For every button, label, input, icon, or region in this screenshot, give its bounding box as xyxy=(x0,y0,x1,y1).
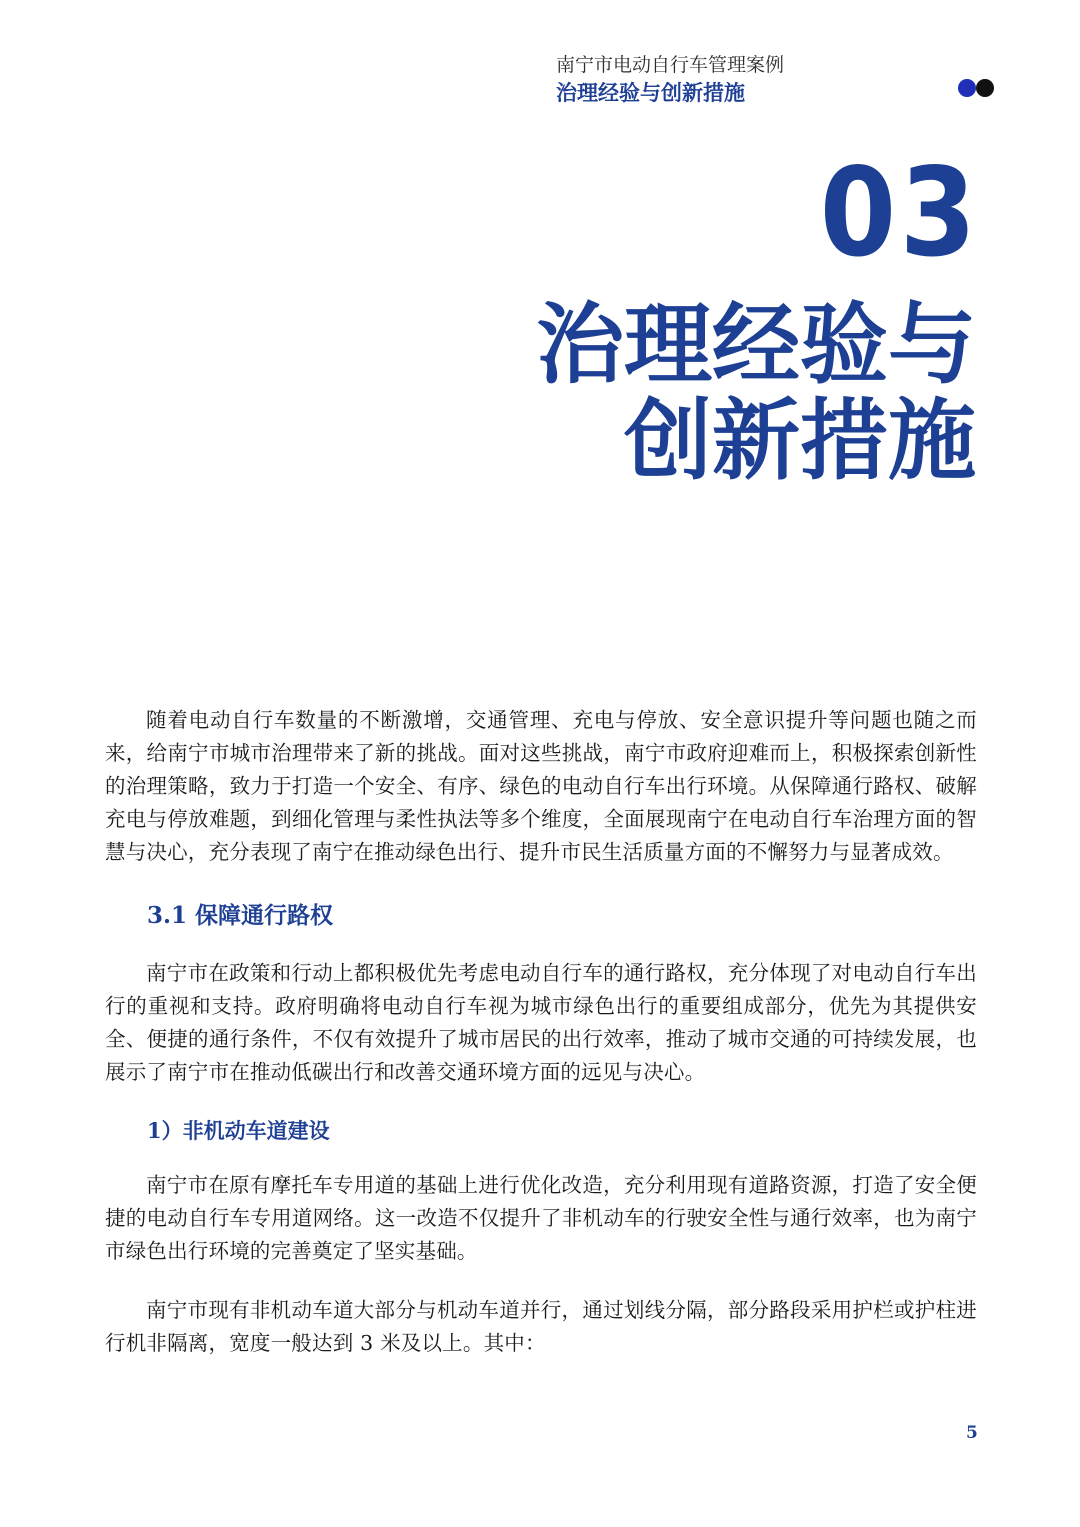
header-dots-icon xyxy=(958,79,998,97)
blue-dot-icon xyxy=(958,79,976,97)
header-title: 治理经验与创新措施 xyxy=(556,81,745,105)
chapter-number: 03 xyxy=(819,142,980,284)
running-header xyxy=(556,52,976,108)
chapter-title xyxy=(535,292,976,492)
section-heading-3-1: 3.1 保障通行路权 xyxy=(147,902,334,929)
subsection-heading-1: 1）非机动车道建设 xyxy=(147,1118,330,1143)
paragraph-gap xyxy=(105,1268,977,1294)
black-dot-icon xyxy=(976,79,994,97)
section-3-1-paragraph: 南宁市在政策和行动上都积极优先考虑电动自行车的通行路权，充分体现了对电动自行车出行的重视和支持。政府明确将电动自行车视为城市绿色出行的重要组成部分，优先为其提供安全、便捷的通行条件，不仅有效提升了城市居民的出行效率，推动了城市交通的可持续发展，也展示了南宁市在推动低碳出行和改善交通环境方面的远见与决心。 xyxy=(105,961,977,1084)
chapter-title-line-1: 治理经验与 xyxy=(535,292,976,396)
subsection-1-paragraph-a: 南宁市在原有摩托车专用道的基础上进行优化改造，充分利用现有道路资源，打造了安全便捷的电动自行车专用道网络。这一改造不仅提升了非机动车的行驶安全性与通行效率，也为南宁市绿色出行环境的完善奠定了坚实基础。 xyxy=(105,1173,977,1263)
page-number: 5 xyxy=(966,1423,978,1443)
chapter-title-line-2: 创新措施 xyxy=(623,388,976,492)
intro-paragraph: 随着电动自行车数量的不断激增，交通管理、充电与停放、安全意识提升等问题也随之而来，给南宁市城市治理带来了新的挑战。面对这些挑战，南宁市政府迎难而上，积极探索创新性的治理策略，致力于打造一个安全、有序、绿色的电动自行车出行环境。从保障通行路权、破解充电与停放难题，到细化管理与柔性执法等多个维度，全面展现南宁在电动自行车治理方面的智慧与决心，充分表现了南宁在推动绿色出行、提升市民生活质量方面的不懈努力与显著成效。 xyxy=(105,708,977,864)
header-subtitle: 南宁市电动自行车管理案例 xyxy=(556,54,785,76)
subsection-1-paragraph-b: 南宁市现有非机动车道大部分与机动车道并行，通过划线分隔，部分路段采用护栏或护柱进行机非隔离，宽度一般达到 3 米及以上。其中： xyxy=(105,1298,977,1355)
body-text xyxy=(105,704,977,1360)
